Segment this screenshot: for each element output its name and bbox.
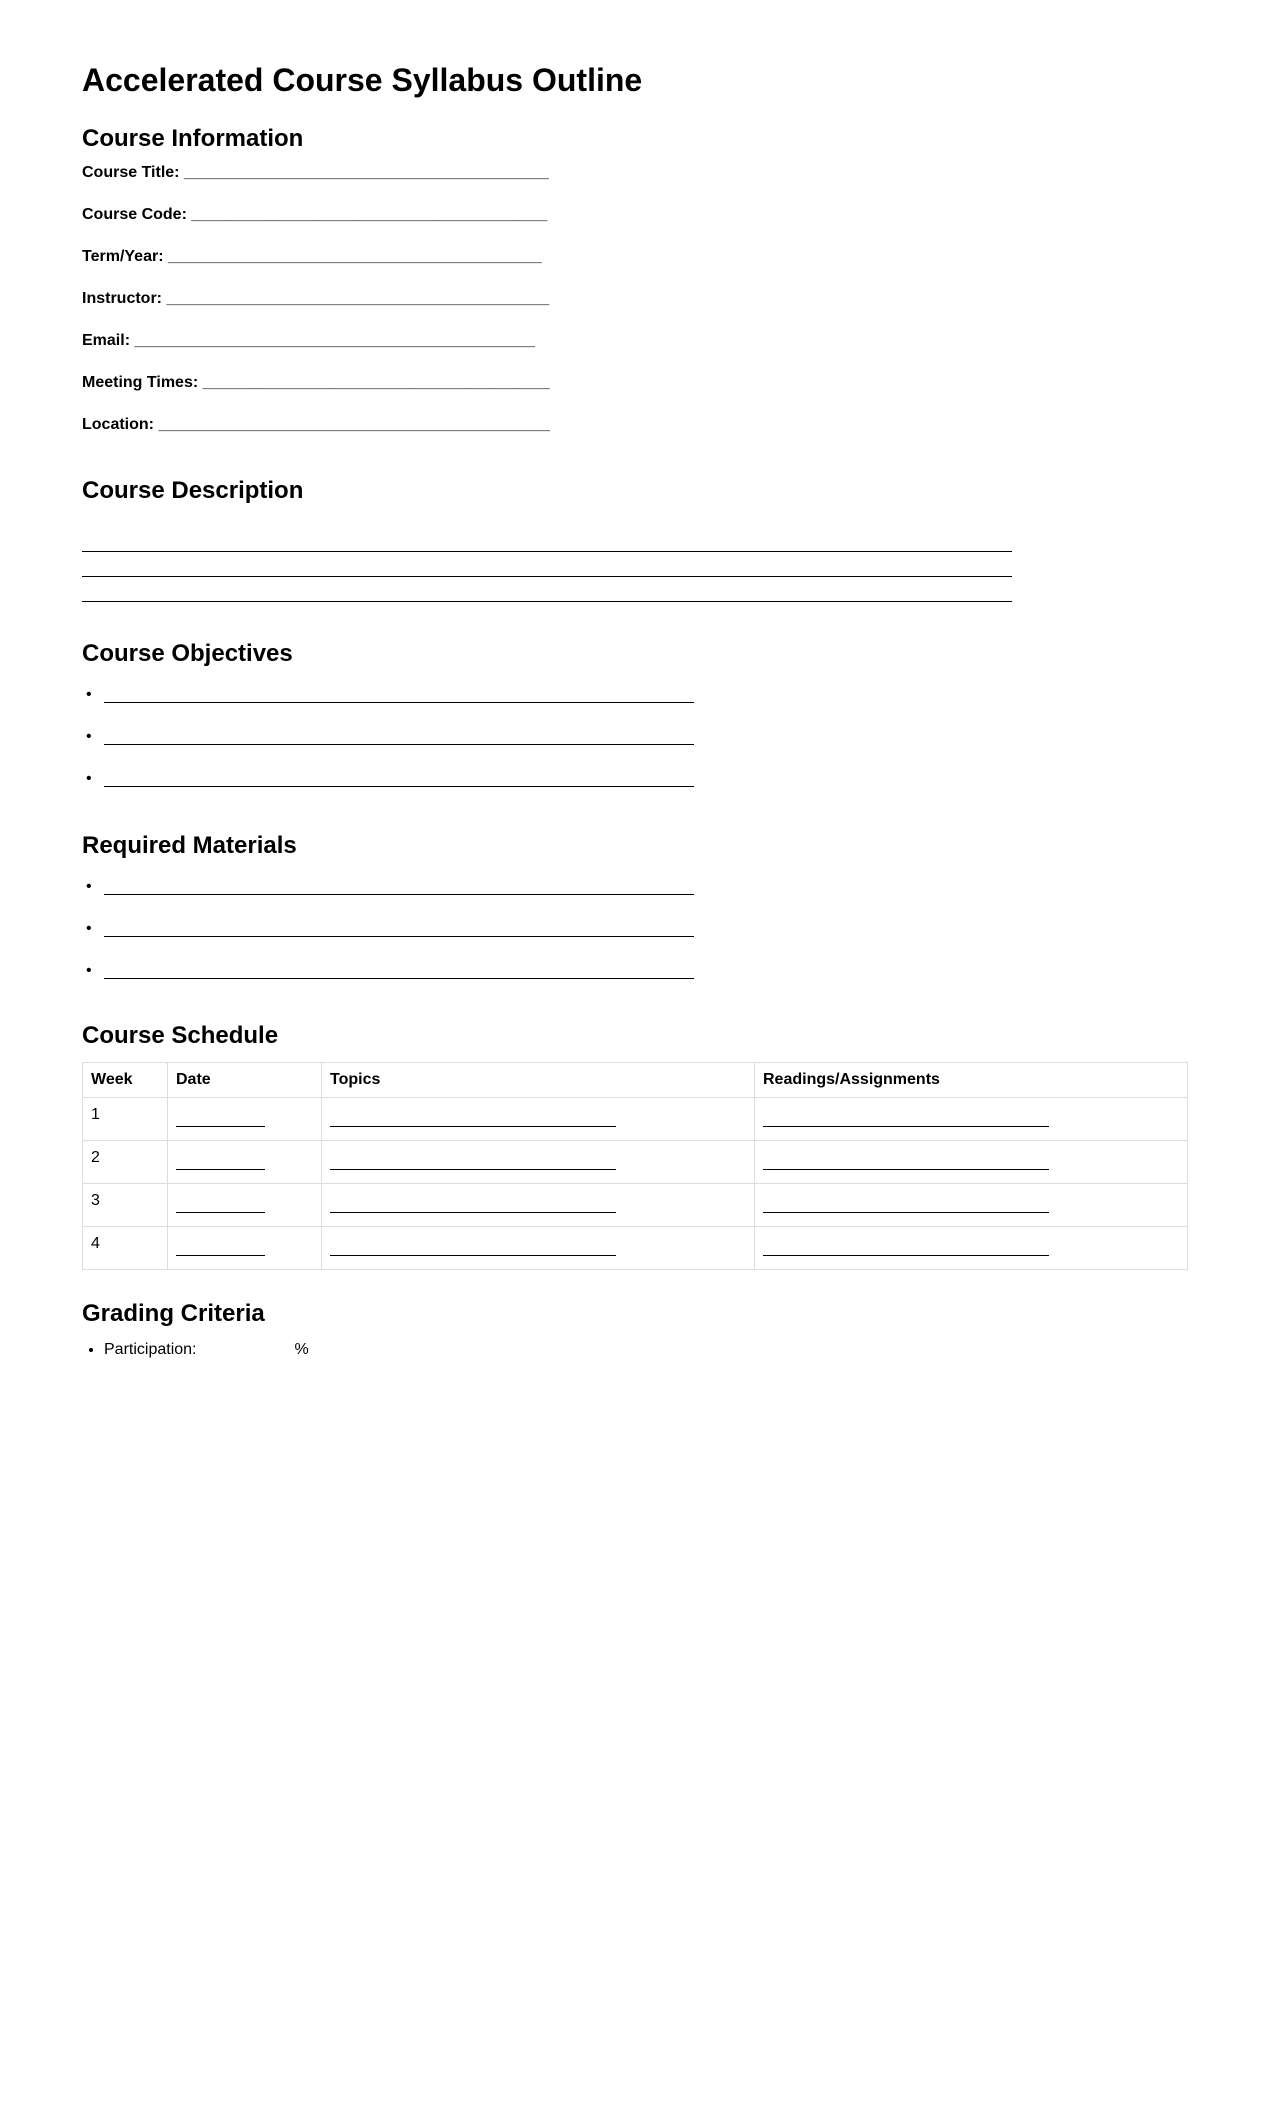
date-cell[interactable] [168,1098,322,1141]
field-blank[interactable]: ___________________________________________ [166,290,550,307]
location-field[interactable] [82,415,1181,443]
grading-label: Participation: [104,1341,197,1358]
field-label: Course Code: [82,206,187,223]
grading-item-participation[interactable] [104,1340,1181,1360]
objective-blank[interactable] [104,786,694,787]
readings-cell[interactable] [755,1184,1188,1227]
topics-cell[interactable] [322,1227,755,1270]
table-row [83,1184,1188,1227]
course-description-lines[interactable] [82,527,1181,602]
topics-cell[interactable] [322,1141,755,1184]
field-blank[interactable]: _________________________________________ [183,164,549,181]
course-information-heading: Course Information [82,125,304,152]
bullet-icon: • [86,962,92,979]
course-title-field[interactable] [82,163,1181,191]
objective-item[interactable] [82,722,1181,764]
email-field[interactable] [82,331,1181,359]
required-materials-heading: Required Materials [82,832,297,859]
field-blank[interactable]: _____________________________________________ [134,332,535,349]
objective-item[interactable] [82,764,1181,806]
topics-blank[interactable] [330,1237,616,1256]
required-materials-list [82,872,1181,998]
readings-cell[interactable] [755,1098,1188,1141]
course-objectives-list [82,680,1181,806]
readings-cell[interactable] [755,1141,1188,1184]
material-blank[interactable] [104,978,694,979]
description-blank-line[interactable] [82,577,1012,602]
field-blank[interactable]: _______________________________________ [202,374,550,391]
field-label: Email: [82,332,131,349]
date-cell[interactable] [168,1227,322,1270]
topics-cell[interactable] [322,1098,755,1141]
readings-cell[interactable] [755,1227,1188,1270]
instructor-field[interactable] [82,289,1181,317]
material-item[interactable] [82,872,1181,914]
course-code-field[interactable] [82,205,1181,233]
grading-criteria-list [82,1340,1181,1360]
field-label: Meeting Times: [82,374,199,391]
bullet-icon: • [86,920,92,937]
field-label: Course Title: [82,164,180,181]
table-row [83,1227,1188,1270]
date-blank[interactable] [176,1151,265,1170]
field-blank[interactable]: ________________________________________ [191,206,548,223]
material-item[interactable] [82,956,1181,998]
course-schedule-heading: Course Schedule [82,1022,279,1049]
table-row [83,1141,1188,1184]
field-label: Term/Year: [82,248,164,265]
field-label: Instructor: [82,290,162,307]
bullet-icon: • [86,878,92,895]
material-blank[interactable] [104,936,694,937]
course-objectives-heading: Course Objectives [82,640,293,667]
readings-blank[interactable] [763,1151,1049,1170]
description-blank-line[interactable] [82,552,1012,577]
term-year-field[interactable] [82,247,1181,275]
week-cell: 4 [83,1227,168,1270]
bullet-icon: • [86,770,92,787]
topics-blank[interactable] [330,1194,616,1213]
grading-value[interactable] [295,1340,309,1360]
week-cell: 1 [83,1098,168,1141]
column-header-topics: Topics [322,1063,755,1098]
objective-blank[interactable] [104,744,694,745]
objective-item[interactable] [82,680,1181,722]
course-description-heading: Course Description [82,477,304,504]
objective-blank[interactable] [104,702,694,703]
table-row [83,1098,1188,1141]
week-cell: 2 [83,1141,168,1184]
page-title: Accelerated Course Syllabus Outline [82,62,643,98]
date-cell[interactable] [168,1141,322,1184]
date-blank[interactable] [176,1108,265,1127]
column-header-readings: Readings/Assignments [755,1063,1188,1098]
readings-blank[interactable] [763,1194,1049,1213]
table-header-row [83,1063,1188,1098]
date-blank[interactable] [176,1194,265,1213]
column-header-week: Week [83,1063,168,1098]
description-blank-line[interactable] [82,527,1012,552]
date-cell[interactable] [168,1184,322,1227]
topics-cell[interactable] [322,1184,755,1227]
field-label: Location: [82,416,154,433]
percent-unit: % [294,1341,309,1358]
field-blank[interactable]: __________________________________________ [167,248,542,265]
readings-blank[interactable] [763,1237,1049,1256]
topics-blank[interactable] [330,1108,616,1127]
course-schedule-table [82,1062,1188,1270]
bullet-icon: • [86,728,92,745]
field-blank[interactable]: ____________________________________________ [158,416,550,433]
grading-criteria-heading: Grading Criteria [82,1300,265,1327]
meeting-times-field[interactable] [82,373,1181,401]
material-blank[interactable] [104,894,694,895]
bullet-icon: • [86,686,92,703]
topics-blank[interactable] [330,1151,616,1170]
readings-blank[interactable] [763,1108,1049,1127]
date-blank[interactable] [176,1237,265,1256]
material-item[interactable] [82,914,1181,956]
week-cell: 3 [83,1184,168,1227]
column-header-date: Date [168,1063,322,1098]
